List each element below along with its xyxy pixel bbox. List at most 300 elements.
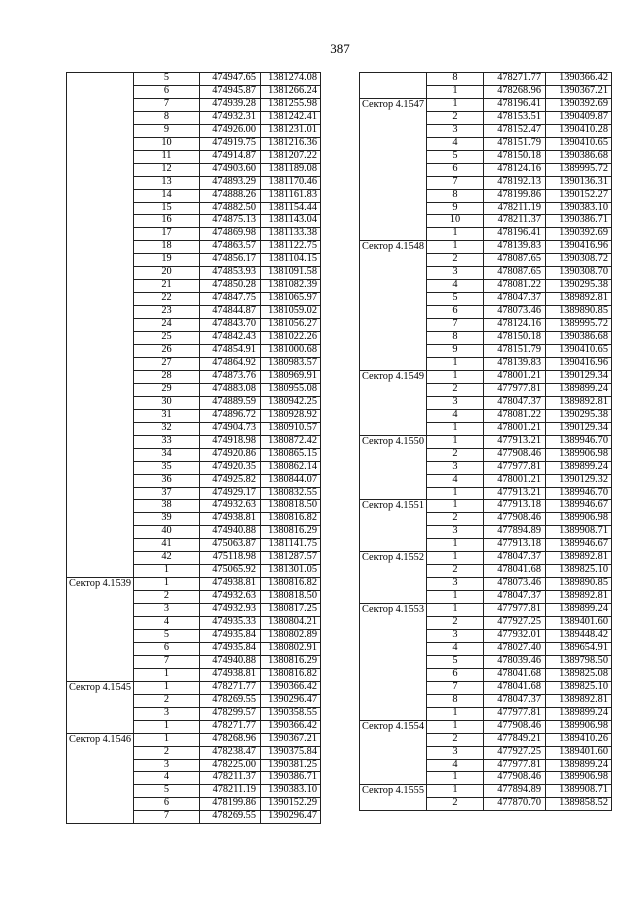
- y-coordinate-cell: 1390416.96: [545, 241, 611, 254]
- table-row: [360, 785, 612, 798]
- point-number-cell: 5: [426, 150, 483, 163]
- x-coordinate-cell: 478124.16: [483, 163, 545, 176]
- table-row: [67, 578, 321, 591]
- point-number-cell: 36: [133, 474, 199, 487]
- point-number-cell: 24: [133, 319, 199, 332]
- y-coordinate-cell: 1380983.57: [260, 357, 320, 370]
- point-number-cell: 2: [133, 746, 199, 759]
- y-coordinate-cell: 1389798.50: [545, 655, 611, 668]
- point-number-cell: 8: [426, 694, 483, 707]
- point-number-cell: 8: [426, 73, 483, 86]
- y-coordinate-cell: 1390386.71: [545, 215, 611, 228]
- y-coordinate-cell: 1389892.81: [545, 293, 611, 306]
- table-row: [360, 73, 612, 86]
- point-number-cell: 7: [426, 319, 483, 332]
- sector-name-cell: Сектор 4.1554: [360, 720, 427, 785]
- x-coordinate-cell: 478196.41: [483, 228, 545, 241]
- point-number-cell: 3: [426, 461, 483, 474]
- x-coordinate-cell: 474889.59: [199, 396, 260, 409]
- point-number-cell: 7: [133, 655, 199, 668]
- sector-name-cell: Сектор 4.1550: [360, 435, 427, 500]
- table-row: [360, 552, 612, 565]
- x-coordinate-cell: 478047.37: [483, 591, 545, 604]
- y-coordinate-cell: 1389892.81: [545, 591, 611, 604]
- x-coordinate-cell: 475118.98: [199, 552, 260, 565]
- x-coordinate-cell: 478225.00: [199, 759, 260, 772]
- x-coordinate-cell: 477894.89: [483, 785, 545, 798]
- y-coordinate-cell: 1381082.39: [260, 280, 320, 293]
- point-number-cell: 2: [426, 798, 483, 811]
- sector-name-cell: Сектор 4.1551: [360, 500, 427, 552]
- point-number-cell: 6: [133, 798, 199, 811]
- y-coordinate-cell: 1389906.98: [545, 513, 611, 526]
- x-coordinate-cell: 478199.86: [483, 189, 545, 202]
- x-coordinate-cell: 478269.55: [199, 811, 260, 824]
- point-number-cell: 20: [133, 267, 199, 280]
- x-coordinate-cell: 478047.37: [483, 552, 545, 565]
- x-coordinate-cell: 477908.46: [483, 720, 545, 733]
- y-coordinate-cell: 1389890.85: [545, 578, 611, 591]
- coordinates-table-right: [359, 72, 612, 811]
- table-row: [360, 500, 612, 513]
- y-coordinate-cell: 1390383.10: [545, 202, 611, 215]
- x-coordinate-cell: 478001.21: [483, 422, 545, 435]
- x-coordinate-cell: 477913.18: [483, 539, 545, 552]
- point-number-cell: 23: [133, 306, 199, 319]
- point-number-cell: 17: [133, 228, 199, 241]
- x-coordinate-cell: 478152.47: [483, 124, 545, 137]
- sector-name-cell: [360, 73, 427, 99]
- x-coordinate-cell: 478027.40: [483, 642, 545, 655]
- point-number-cell: 1: [426, 241, 483, 254]
- y-coordinate-cell: 1390296.47: [260, 811, 320, 824]
- x-coordinate-cell: 474844.87: [199, 306, 260, 319]
- y-coordinate-cell: 1390152.27: [545, 189, 611, 202]
- y-coordinate-cell: 1390152.29: [260, 798, 320, 811]
- x-coordinate-cell: 477977.81: [483, 604, 545, 617]
- y-coordinate-cell: 1381255.98: [260, 98, 320, 111]
- point-number-cell: 1: [426, 720, 483, 733]
- point-number-cell: 32: [133, 422, 199, 435]
- x-coordinate-cell: 478073.46: [483, 578, 545, 591]
- coordinates-table-left: [66, 72, 321, 824]
- x-coordinate-cell: 474932.31: [199, 111, 260, 124]
- point-number-cell: 1: [426, 500, 483, 513]
- y-coordinate-cell: 1390367.21: [545, 85, 611, 98]
- y-coordinate-cell: 1389654.91: [545, 642, 611, 655]
- point-number-cell: 5: [426, 655, 483, 668]
- point-number-cell: 3: [426, 578, 483, 591]
- y-coordinate-cell: 1390129.34: [545, 370, 611, 383]
- y-coordinate-cell: 1381189.08: [260, 163, 320, 176]
- point-number-cell: 34: [133, 448, 199, 461]
- x-coordinate-cell: 474932.93: [199, 604, 260, 617]
- x-coordinate-cell: 474888.26: [199, 189, 260, 202]
- x-coordinate-cell: 477913.21: [483, 435, 545, 448]
- sector-name-cell: Сектор 4.1548: [360, 241, 427, 371]
- x-coordinate-cell: 477977.81: [483, 707, 545, 720]
- x-coordinate-cell: 474875.13: [199, 215, 260, 228]
- y-coordinate-cell: 1380804.21: [260, 617, 320, 630]
- y-coordinate-cell: 1389401.60: [545, 746, 611, 759]
- sector-name-cell: Сектор 4.1552: [360, 552, 427, 604]
- point-number-cell: 15: [133, 202, 199, 215]
- point-number-cell: 35: [133, 461, 199, 474]
- x-coordinate-cell: 478041.68: [483, 681, 545, 694]
- y-coordinate-cell: 1389825.10: [545, 565, 611, 578]
- y-coordinate-cell: 1381000.68: [260, 345, 320, 358]
- point-number-cell: 3: [133, 759, 199, 772]
- y-coordinate-cell: 1381122.75: [260, 241, 320, 254]
- table-row: [360, 98, 612, 111]
- point-number-cell: 7: [426, 681, 483, 694]
- point-number-cell: 11: [133, 150, 199, 163]
- point-number-cell: 33: [133, 435, 199, 448]
- point-number-cell: 4: [426, 137, 483, 150]
- y-coordinate-cell: 1389908.71: [545, 785, 611, 798]
- x-coordinate-cell: 478087.65: [483, 254, 545, 267]
- x-coordinate-cell: 474926.00: [199, 124, 260, 137]
- y-coordinate-cell: 1390295.38: [545, 280, 611, 293]
- point-number-cell: 2: [426, 254, 483, 267]
- table-row: [67, 73, 321, 86]
- y-coordinate-cell: 1380818.50: [260, 500, 320, 513]
- page-number: 387: [330, 41, 350, 56]
- x-coordinate-cell: 475063.87: [199, 539, 260, 552]
- point-number-cell: 29: [133, 383, 199, 396]
- point-number-cell: 7: [426, 176, 483, 189]
- x-coordinate-cell: 478271.77: [483, 73, 545, 86]
- x-coordinate-cell: 474925.82: [199, 474, 260, 487]
- point-number-cell: 9: [426, 202, 483, 215]
- x-coordinate-cell: 474945.87: [199, 85, 260, 98]
- y-coordinate-cell: 1381216.36: [260, 137, 320, 150]
- x-coordinate-cell: 474947.65: [199, 73, 260, 86]
- y-coordinate-cell: 1381161.83: [260, 189, 320, 202]
- y-coordinate-cell: 1390410.65: [545, 345, 611, 358]
- point-number-cell: 38: [133, 500, 199, 513]
- point-number-cell: 1: [133, 668, 199, 681]
- y-coordinate-cell: 1380816.29: [260, 655, 320, 668]
- x-coordinate-cell: 478151.79: [483, 137, 545, 150]
- x-coordinate-cell: 474935.33: [199, 617, 260, 630]
- x-coordinate-cell: 474914.87: [199, 150, 260, 163]
- table-row: [360, 720, 612, 733]
- point-number-cell: 3: [133, 604, 199, 617]
- sector-name-cell: Сектор 4.1555: [360, 785, 427, 811]
- point-number-cell: 2: [426, 111, 483, 124]
- x-coordinate-cell: 474883.08: [199, 383, 260, 396]
- y-coordinate-cell: 1389899.24: [545, 383, 611, 396]
- y-coordinate-cell: 1390381.25: [260, 759, 320, 772]
- point-number-cell: 2: [426, 733, 483, 746]
- x-coordinate-cell: 478039.46: [483, 655, 545, 668]
- y-coordinate-cell: 1390136.31: [545, 176, 611, 189]
- x-coordinate-cell: 478073.46: [483, 306, 545, 319]
- y-coordinate-cell: 1380802.91: [260, 642, 320, 655]
- x-coordinate-cell: 474920.86: [199, 448, 260, 461]
- x-coordinate-cell: 477849.21: [483, 733, 545, 746]
- y-coordinate-cell: 1381301.05: [260, 565, 320, 578]
- x-coordinate-cell: 477927.25: [483, 617, 545, 630]
- point-number-cell: 2: [426, 513, 483, 526]
- point-number-cell: 1: [426, 357, 483, 370]
- point-number-cell: 4: [426, 759, 483, 772]
- point-number-cell: 3: [426, 629, 483, 642]
- y-coordinate-cell: 1390392.69: [545, 98, 611, 111]
- y-coordinate-cell: 1380872.42: [260, 435, 320, 448]
- point-number-cell: 37: [133, 487, 199, 500]
- point-number-cell: 6: [426, 668, 483, 681]
- point-number-cell: 6: [133, 642, 199, 655]
- x-coordinate-cell: 478211.19: [199, 785, 260, 798]
- x-coordinate-cell: 474938.81: [199, 578, 260, 591]
- point-number-cell: 16: [133, 215, 199, 228]
- y-coordinate-cell: 1380865.15: [260, 448, 320, 461]
- y-coordinate-cell: 1381141.75: [260, 539, 320, 552]
- x-coordinate-cell: 474850.28: [199, 280, 260, 293]
- table-row: [360, 241, 612, 254]
- point-number-cell: 1: [133, 681, 199, 694]
- x-coordinate-cell: 477913.21: [483, 487, 545, 500]
- y-coordinate-cell: 1389899.24: [545, 707, 611, 720]
- x-coordinate-cell: 478238.47: [199, 746, 260, 759]
- point-number-cell: 12: [133, 163, 199, 176]
- x-coordinate-cell: 477870.70: [483, 798, 545, 811]
- point-number-cell: 1: [133, 720, 199, 733]
- point-number-cell: 28: [133, 370, 199, 383]
- y-coordinate-cell: 1381207.22: [260, 150, 320, 163]
- point-number-cell: 1: [426, 85, 483, 98]
- table-row: [67, 681, 321, 694]
- y-coordinate-cell: 1390296.47: [260, 694, 320, 707]
- x-coordinate-cell: 474920.35: [199, 461, 260, 474]
- y-coordinate-cell: 1390308.70: [545, 267, 611, 280]
- x-coordinate-cell: 478139.83: [483, 357, 545, 370]
- y-coordinate-cell: 1380844.07: [260, 474, 320, 487]
- y-coordinate-cell: 1381274.08: [260, 73, 320, 86]
- x-coordinate-cell: 478211.37: [483, 215, 545, 228]
- x-coordinate-cell: 478081.22: [483, 280, 545, 293]
- point-number-cell: 6: [426, 306, 483, 319]
- point-number-cell: 7: [133, 811, 199, 824]
- y-coordinate-cell: 1389908.71: [545, 526, 611, 539]
- point-number-cell: 1: [426, 422, 483, 435]
- point-number-cell: 10: [426, 215, 483, 228]
- point-number-cell: 2: [133, 591, 199, 604]
- y-coordinate-cell: 1390392.69: [545, 228, 611, 241]
- x-coordinate-cell: 474932.63: [199, 500, 260, 513]
- point-number-cell: 39: [133, 513, 199, 526]
- point-number-cell: 3: [426, 396, 483, 409]
- y-coordinate-cell: 1389448.42: [545, 629, 611, 642]
- x-coordinate-cell: 475065.92: [199, 565, 260, 578]
- y-coordinate-cell: 1380816.82: [260, 513, 320, 526]
- table-row: [67, 733, 321, 746]
- x-coordinate-cell: 478271.77: [199, 681, 260, 694]
- y-coordinate-cell: 1389890.85: [545, 306, 611, 319]
- point-number-cell: 10: [133, 137, 199, 150]
- y-coordinate-cell: 1390129.34: [545, 422, 611, 435]
- x-coordinate-cell: 478153.51: [483, 111, 545, 124]
- y-coordinate-cell: 1389401.60: [545, 617, 611, 630]
- point-number-cell: 4: [426, 409, 483, 422]
- point-number-cell: 30: [133, 396, 199, 409]
- point-number-cell: 1: [426, 539, 483, 552]
- point-number-cell: 4: [426, 642, 483, 655]
- x-coordinate-cell: 474919.75: [199, 137, 260, 150]
- point-number-cell: 1: [133, 578, 199, 591]
- point-number-cell: 3: [426, 746, 483, 759]
- point-number-cell: 1: [426, 228, 483, 241]
- y-coordinate-cell: 1390366.42: [260, 681, 320, 694]
- point-number-cell: 2: [426, 383, 483, 396]
- x-coordinate-cell: 474932.63: [199, 591, 260, 604]
- point-number-cell: 4: [133, 772, 199, 785]
- y-coordinate-cell: 1390129.32: [545, 474, 611, 487]
- y-coordinate-cell: 1380817.25: [260, 604, 320, 617]
- x-coordinate-cell: 474842.43: [199, 332, 260, 345]
- x-coordinate-cell: 478211.37: [199, 772, 260, 785]
- x-coordinate-cell: 478087.65: [483, 267, 545, 280]
- y-coordinate-cell: 1380969.91: [260, 370, 320, 383]
- x-coordinate-cell: 477913.18: [483, 500, 545, 513]
- x-coordinate-cell: 478269.55: [199, 694, 260, 707]
- point-number-cell: 1: [426, 552, 483, 565]
- y-coordinate-cell: 1389410.26: [545, 733, 611, 746]
- x-coordinate-cell: 478047.37: [483, 293, 545, 306]
- x-coordinate-cell: 478299.57: [199, 707, 260, 720]
- y-coordinate-cell: 1380816.82: [260, 578, 320, 591]
- x-coordinate-cell: 474864.92: [199, 357, 260, 370]
- y-coordinate-cell: 1390295.38: [545, 409, 611, 422]
- point-number-cell: 40: [133, 526, 199, 539]
- x-coordinate-cell: 477927.25: [483, 746, 545, 759]
- point-number-cell: 1: [426, 772, 483, 785]
- x-coordinate-cell: 478268.96: [483, 85, 545, 98]
- x-coordinate-cell: 477932.01: [483, 629, 545, 642]
- x-coordinate-cell: 474847.75: [199, 293, 260, 306]
- y-coordinate-cell: 1390409.87: [545, 111, 611, 124]
- point-number-cell: 5: [133, 785, 199, 798]
- y-coordinate-cell: 1380816.82: [260, 668, 320, 681]
- x-coordinate-cell: 477908.46: [483, 772, 545, 785]
- point-number-cell: 1: [133, 733, 199, 746]
- y-coordinate-cell: 1389946.70: [545, 435, 611, 448]
- point-number-cell: 3: [426, 526, 483, 539]
- x-coordinate-cell: 474882.50: [199, 202, 260, 215]
- x-coordinate-cell: 474938.81: [199, 513, 260, 526]
- y-coordinate-cell: 1380910.57: [260, 422, 320, 435]
- point-number-cell: 6: [426, 163, 483, 176]
- y-coordinate-cell: 1380928.92: [260, 409, 320, 422]
- x-coordinate-cell: 478047.37: [483, 694, 545, 707]
- point-number-cell: 2: [133, 694, 199, 707]
- point-number-cell: 41: [133, 539, 199, 552]
- point-number-cell: 4: [426, 280, 483, 293]
- sector-name-cell: Сектор 4.1546: [67, 733, 134, 824]
- y-coordinate-cell: 1389899.24: [545, 759, 611, 772]
- y-coordinate-cell: 1381091.58: [260, 267, 320, 280]
- x-coordinate-cell: 474938.81: [199, 668, 260, 681]
- x-coordinate-cell: 474940.88: [199, 655, 260, 668]
- x-coordinate-cell: 478150.18: [483, 150, 545, 163]
- y-coordinate-cell: 1390366.42: [545, 73, 611, 86]
- point-number-cell: 21: [133, 280, 199, 293]
- sector-name-cell: Сектор 4.1545: [67, 681, 134, 733]
- y-coordinate-cell: 1390367.21: [260, 733, 320, 746]
- x-coordinate-cell: 474903.60: [199, 163, 260, 176]
- point-number-cell: 8: [426, 332, 483, 345]
- y-coordinate-cell: 1389892.81: [545, 694, 611, 707]
- y-coordinate-cell: 1390383.10: [260, 785, 320, 798]
- y-coordinate-cell: 1390358.55: [260, 707, 320, 720]
- x-coordinate-cell: 474863.57: [199, 241, 260, 254]
- point-number-cell: 4: [426, 474, 483, 487]
- y-coordinate-cell: 1381056.27: [260, 319, 320, 332]
- point-number-cell: 13: [133, 176, 199, 189]
- point-number-cell: 1: [426, 591, 483, 604]
- x-coordinate-cell: 474896.72: [199, 409, 260, 422]
- point-number-cell: 5: [426, 293, 483, 306]
- point-number-cell: 4: [133, 617, 199, 630]
- point-number-cell: 1: [426, 98, 483, 111]
- y-coordinate-cell: 1389892.81: [545, 396, 611, 409]
- y-coordinate-cell: 1389946.67: [545, 500, 611, 513]
- x-coordinate-cell: 474939.28: [199, 98, 260, 111]
- x-coordinate-cell: 474873.76: [199, 370, 260, 383]
- y-coordinate-cell: 1390386.68: [545, 332, 611, 345]
- y-coordinate-cell: 1389899.24: [545, 461, 611, 474]
- y-coordinate-cell: 1390366.42: [260, 720, 320, 733]
- point-number-cell: 2: [426, 565, 483, 578]
- x-coordinate-cell: 478268.96: [199, 733, 260, 746]
- x-coordinate-cell: 478196.41: [483, 98, 545, 111]
- x-coordinate-cell: 478151.79: [483, 345, 545, 358]
- x-coordinate-cell: 478041.68: [483, 565, 545, 578]
- y-coordinate-cell: 1389858.52: [545, 798, 611, 811]
- y-coordinate-cell: 1389899.24: [545, 604, 611, 617]
- point-number-cell: 1: [426, 604, 483, 617]
- y-coordinate-cell: 1390375.84: [260, 746, 320, 759]
- y-coordinate-cell: 1381170.46: [260, 176, 320, 189]
- point-number-cell: 5: [133, 73, 199, 86]
- sector-name-cell: Сектор 4.1549: [360, 370, 427, 435]
- y-coordinate-cell: 1389892.81: [545, 552, 611, 565]
- y-coordinate-cell: 1381022.26: [260, 332, 320, 345]
- point-number-cell: 8: [133, 111, 199, 124]
- table-row: [360, 604, 612, 617]
- y-coordinate-cell: 1380832.55: [260, 487, 320, 500]
- y-coordinate-cell: 1381154.44: [260, 202, 320, 215]
- point-number-cell: 31: [133, 409, 199, 422]
- y-coordinate-cell: 1390386.68: [545, 150, 611, 163]
- x-coordinate-cell: 477977.81: [483, 461, 545, 474]
- y-coordinate-cell: 1389906.98: [545, 772, 611, 785]
- point-number-cell: 25: [133, 332, 199, 345]
- x-coordinate-cell: 478041.68: [483, 668, 545, 681]
- y-coordinate-cell: 1390386.71: [260, 772, 320, 785]
- y-coordinate-cell: 1381065.97: [260, 293, 320, 306]
- point-number-cell: 3: [426, 267, 483, 280]
- point-number-cell: 7: [133, 98, 199, 111]
- x-coordinate-cell: 478211.19: [483, 202, 545, 215]
- y-coordinate-cell: 1381133.38: [260, 228, 320, 241]
- y-coordinate-cell: 1389946.67: [545, 539, 611, 552]
- point-number-cell: 18: [133, 241, 199, 254]
- y-coordinate-cell: 1389906.98: [545, 448, 611, 461]
- point-number-cell: 1: [426, 487, 483, 500]
